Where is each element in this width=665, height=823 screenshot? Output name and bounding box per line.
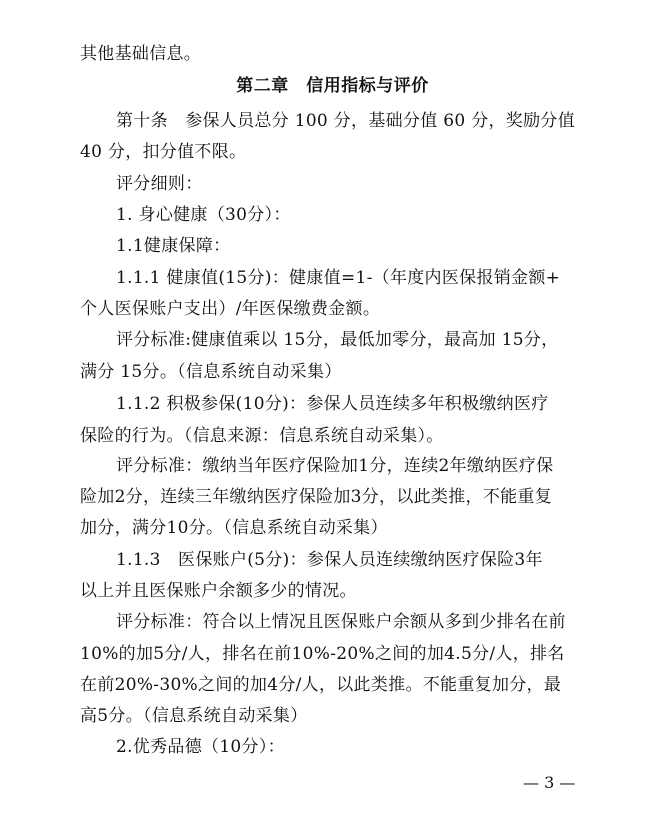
paragraph-line: 1.1.1 健康值(15分)：健康值=1-（年度内医保报销金额+ <box>116 268 561 288</box>
paragraph-line: 1.1.2 积极参保(10分)：参保人员连续多年积极缴纳医疗 <box>116 394 549 414</box>
chapter-title: 第二章 信用指标与评价 <box>236 76 429 96</box>
paragraph-line: 以上并且医保账户余额多少的情况。 <box>80 581 357 601</box>
paragraph-line: 1.1.3 医保账户(5分)：参保人员连续缴纳医疗保险3年 <box>116 550 543 570</box>
paragraph-line: 2.优秀品德（10分）： <box>116 737 285 757</box>
paragraph-line: 保险的行为。（信息来源：信息系统自动采集）。 <box>80 426 444 446</box>
paragraph-line: 第十条 参保人员总分 100 分，基础分值 60 分，奖励分值 <box>116 111 575 131</box>
paragraph-line: 评分标准：符合以上情况且医保账户余额从多到少排名在前 <box>116 612 566 632</box>
paragraph-line: 满分 15分。（信息系统自动采集） <box>80 362 342 382</box>
paragraph-line: 高5分。（信息系统自动采集） <box>80 706 308 726</box>
paragraph-line: 评分标准：缴纳当年医疗保险加1分，连续2年缴纳医疗保 <box>116 456 554 476</box>
paragraph-line: 加分，满分10分。（信息系统自动采集） <box>80 518 388 538</box>
paragraph-line: 险加2分，连续三年缴纳医疗保险加3分，以此类推，不能重复 <box>80 487 553 507</box>
paragraph-line: 40 分，扣分值不限。 <box>80 142 247 162</box>
paragraph-line: 评分标准:健康值乘以 15分，最低加零分，最高加 15分， <box>116 330 559 350</box>
paragraph-line: 其他基础信息。 <box>80 44 202 64</box>
paragraph-line: 10%的加5分/人，排名在前10%-20%之间的加4.5分/人，排名 <box>80 644 565 664</box>
paragraph-line: 评分细则： <box>116 174 203 194</box>
page-number: — 3 — <box>523 773 576 792</box>
paragraph-line: 1. 身心健康（30分）： <box>116 205 291 225</box>
paragraph-line: 在前20%-30%之间的加4分/人，以此类推。不能重复加分，最 <box>80 675 562 695</box>
paragraph-line: 个人医保账户支出）/年医保缴费金额。 <box>80 299 381 319</box>
paragraph-line: 1.1健康保障： <box>116 236 231 256</box>
